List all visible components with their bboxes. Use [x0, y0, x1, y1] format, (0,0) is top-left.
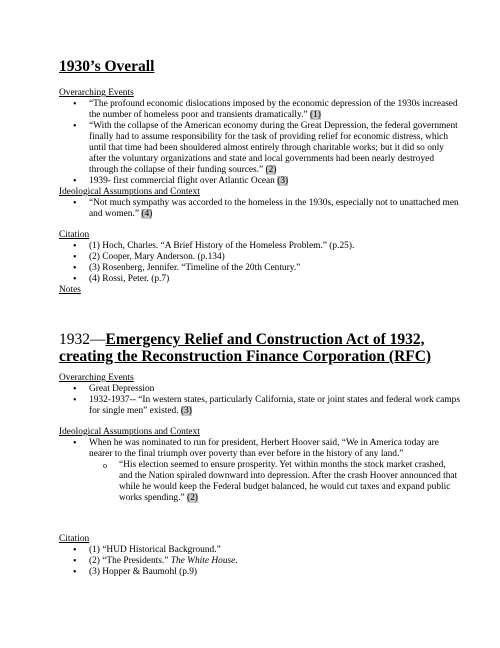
- section-title: 1932—Emergency Relief and Construction Act of 1932, creating the Reconstruction Finance Corporation (RFC): [59, 331, 432, 365]
- list-item: • Great Depression: [59, 384, 460, 395]
- citation-item: • (4) Rossi, Peter. (p.7): [59, 274, 460, 285]
- ideological-list: [59, 198, 460, 220]
- section-1932-citations: [59, 534, 460, 578]
- citation-ref: (4): [141, 209, 153, 219]
- section-title: 1930’s Overall: [59, 58, 155, 75]
- citation-heading: Citation: [59, 534, 90, 544]
- overarching-heading: Overarching Events: [59, 88, 134, 98]
- citation-item: • (1) “HUD Historical Background.”: [59, 545, 460, 556]
- overarching-list: [59, 99, 460, 187]
- list-item: • “The profound economic dislocations imposed by the economic depression of the 1930s increased the number of homeless poor and transients dramatically.” (1): [59, 99, 460, 121]
- citation-ref: (2): [265, 165, 277, 175]
- citation-item: • (3) Rosenberg, Jennifer. “Timeline of the 20th Century.”: [59, 263, 460, 274]
- citation-ref: (3): [180, 406, 192, 416]
- section-1930s: [59, 58, 460, 76]
- citation-heading: Citation: [59, 230, 90, 240]
- notes-heading: Notes: [59, 285, 81, 295]
- section-1932-body: [59, 373, 460, 504]
- citation-item: • (1) Hoch, Charles. “A Brief History of the Homeless Problem.” (p.25).: [59, 241, 460, 252]
- citation-item: • (2) Cooper, Mary Anderson. (p.134): [59, 252, 460, 263]
- ideological-heading: Ideological Assumptions and Context: [59, 427, 200, 437]
- citation-item: • (3) Hopper & Baumohl (p.9): [59, 567, 460, 578]
- citation-ref: (2): [186, 493, 198, 503]
- section-1930s-body: [59, 88, 460, 296]
- list-item: • 1939- first commercial flight over Atlantic Ocean (3): [59, 176, 460, 187]
- list-item: • “With the collapse of the American economy during the Great Depression, the federal government finally had to assume responsibility for the task of providing relief for economic distress, which until that time had been shouldered almost entirely through charitable works; but it did so only after the voluntary organizations and state and local governments had been nearly destroyed through the collapse of their funding sources.” (2): [59, 121, 460, 176]
- citation-list: [59, 545, 460, 578]
- ideological-list: [59, 438, 460, 504]
- ideological-heading: Ideological Assumptions and Context: [59, 187, 200, 197]
- list-item: • “Not much sympathy was accorded to the homeless in the 1930s, especially not to unattached men and women.” (4): [59, 198, 460, 220]
- citation-ref: (3): [277, 176, 289, 186]
- citation-list: [59, 241, 460, 285]
- list-item: • When he was nominated to run for president, Herbert Hoover said, “We in America today are nearer to the final triumph over poverty than ever before in the history of any land.”: [59, 438, 460, 460]
- section-1932: [59, 331, 460, 365]
- citation-item: • (2) “The Presidents.” The White House.: [59, 556, 460, 567]
- sub-list-item: o “His election seemed to ensure prosperity. Yet within months the stock market crashed, and the Nation spiraled downward into depression. After the crash Hoover announced that while he would keep the Federal budget balanced, he would cut taxes and expand public works spending.” (2): [59, 460, 460, 504]
- list-item: • 1932-1937-- “In western states, particularly California, state or joint states and federal work camps for single men” existed. (3): [59, 395, 460, 417]
- overarching-list: [59, 384, 460, 417]
- overarching-heading: Overarching Events: [59, 373, 134, 383]
- citation-ref: (1): [309, 110, 321, 120]
